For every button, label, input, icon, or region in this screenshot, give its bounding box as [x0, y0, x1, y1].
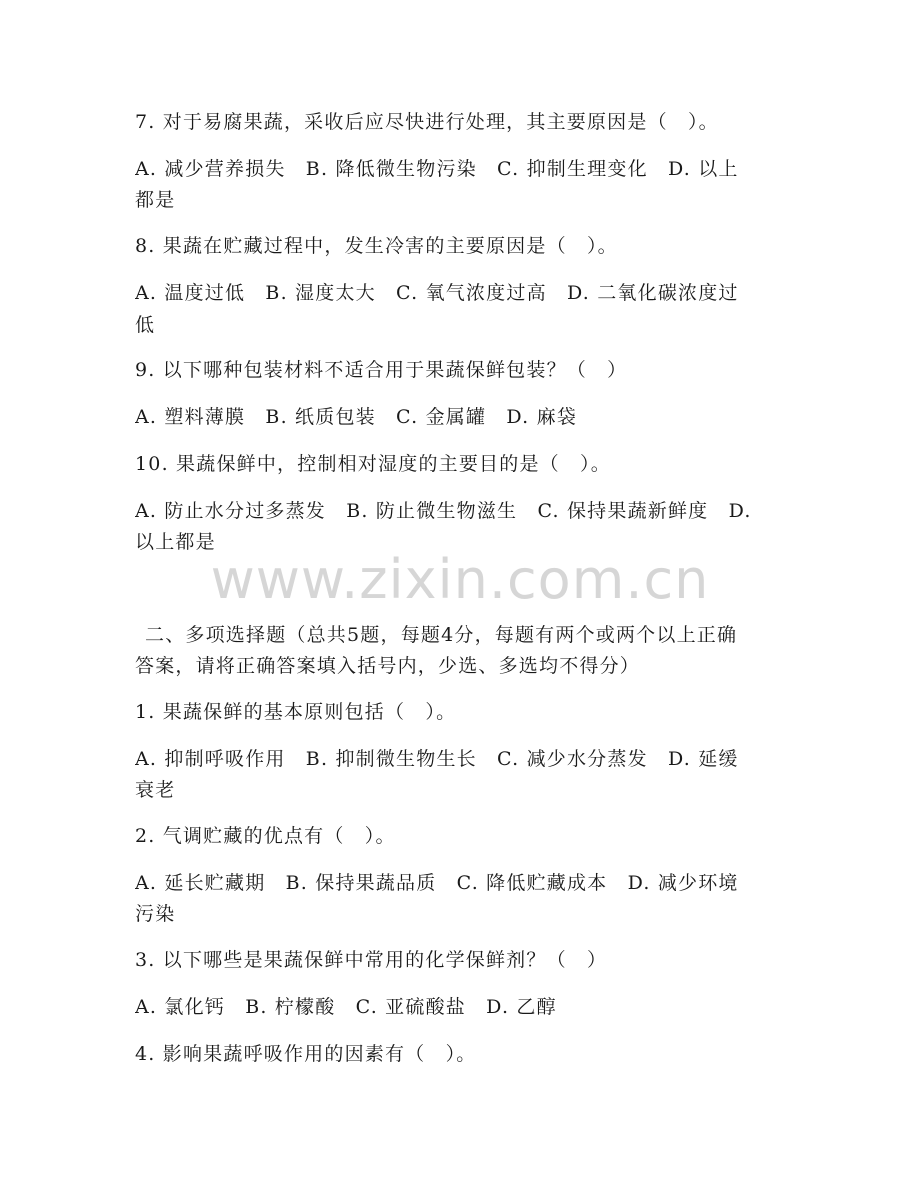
question-9-text: 9. 以下哪种包装材料不适合用于果蔬保鲜包装？（ ） [135, 359, 628, 381]
multi-question-1-options: A. 抑制呼吸作用 B. 抑制微生物生长 C. 减少水分蒸发 D. 延缓 [135, 748, 739, 770]
question-7-options-cont: 都是 [135, 189, 176, 211]
section-2-heading-cont: 答案，请将正确答案填入括号内，少选、多选均不得分） [135, 655, 641, 677]
multi-question-2-options-cont: 污染 [135, 903, 176, 925]
section-2-heading: 二、多项选择题（总共5题，每题4分，每题有两个或两个以上正确 [145, 624, 738, 646]
question-9-options: A. 塑料薄膜 B. 纸质包装 C. 金属罐 D. 麻袋 [135, 406, 578, 428]
multi-question-1-options-cont: 衰老 [135, 779, 176, 801]
question-10-options-cont: 以上都是 [135, 531, 216, 553]
question-8-text: 8. 果蔬在贮藏过程中，发生冷害的主要原因是（ ）。 [135, 235, 618, 257]
multi-question-2-options: A. 延长贮藏期 B. 保持果蔬品质 C. 降低贮藏成本 D. 减少环境 [135, 872, 739, 894]
question-10-options: A. 防止水分过多蒸发 B. 防止微生物滋生 C. 保持果蔬新鲜度 D. [135, 500, 752, 522]
question-8-options-cont: 低 [135, 314, 156, 336]
question-10-text: 10. 果蔬保鲜中，控制相对湿度的主要目的是（ ）。 [135, 453, 611, 475]
multi-question-4-text: 4. 影响果蔬呼吸作用的因素有（ ）。 [135, 1043, 477, 1065]
question-8-options: A. 温度过低 B. 湿度太大 C. 氧气浓度过高 D. 二氧化碳浓度过 [135, 282, 739, 304]
multi-question-2-text: 2. 气调贮藏的优点有（ ）。 [135, 825, 396, 847]
multi-question-3-options: A. 氯化钙 B. 柠檬酸 C. 亚硫酸盐 D. 乙醇 [135, 996, 557, 1018]
question-7-options: A. 减少营养损失 B. 降低微生物污染 C. 抑制生理变化 D. 以上 [135, 158, 739, 180]
multi-question-3-text: 3. 以下哪些是果蔬保鲜中常用的化学保鲜剂？（ ） [135, 949, 608, 971]
question-7-text: 7. 对于易腐果蔬，采收后应尽快进行处理，其主要原因是（ ）。 [135, 111, 719, 133]
watermark-text: www.zixin.com.cn [210, 548, 710, 611]
multi-question-1-text: 1. 果蔬保鲜的基本原则包括（ ）。 [135, 701, 457, 723]
